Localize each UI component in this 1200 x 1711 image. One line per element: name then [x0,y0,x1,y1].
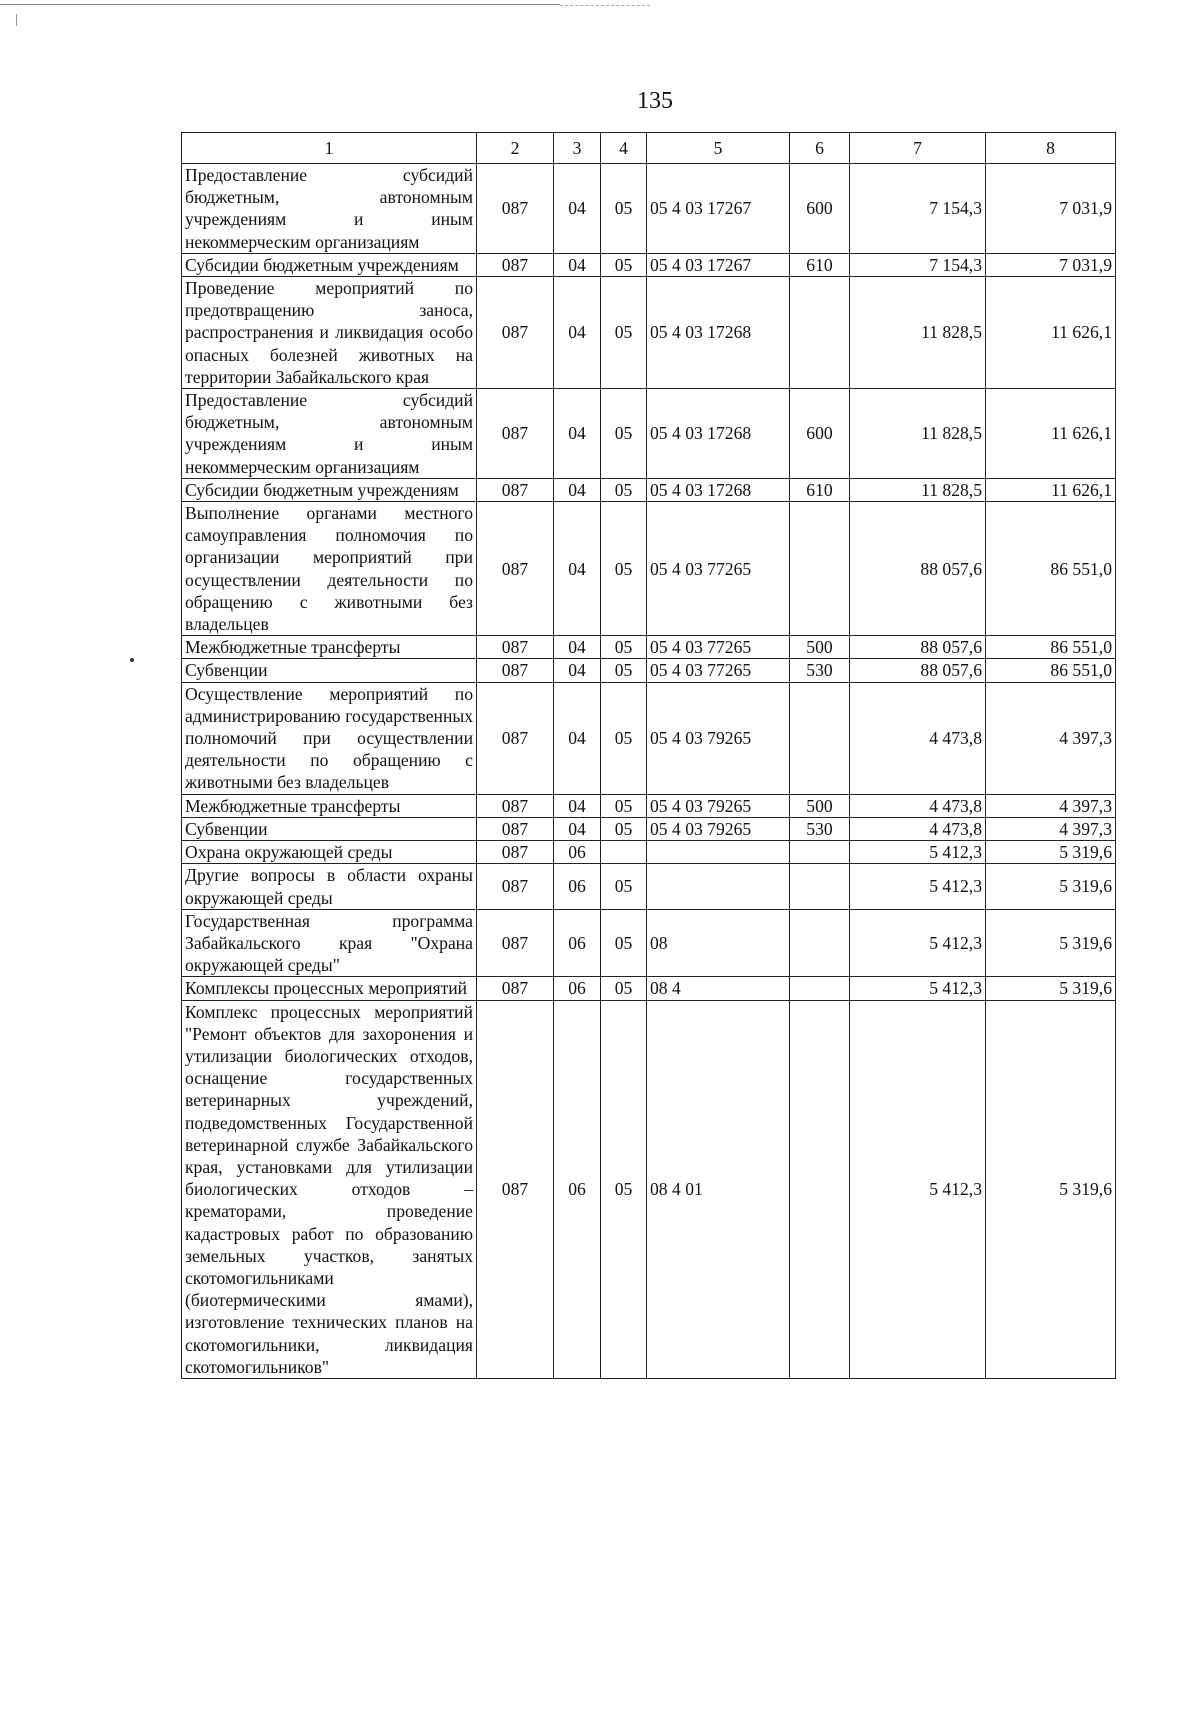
amount-year-1-cell: 11 828,5 [850,277,986,389]
amount-year-1-cell: 7 154,3 [850,253,986,276]
header-cell: 3 [554,133,601,164]
ministry-code-cell: 087 [477,636,554,659]
amount-year-2-cell: 5 319,6 [986,1000,1116,1378]
ministry-code-cell: 087 [477,502,554,636]
table-row [182,636,1116,659]
header-cell: 7 [850,133,986,164]
amount-year-2-cell: 11 626,1 [986,478,1116,501]
section-code-cell: 04 [554,253,601,276]
subsection-code-cell: 05 [601,794,647,817]
amount-year-1-cell: 4 473,8 [850,794,986,817]
expense-type-cell: 610 [790,253,850,276]
ministry-code-cell: 087 [477,817,554,840]
amount-year-1-cell: 4 473,8 [850,817,986,840]
row-name-cell: Субвенции [182,659,477,682]
ministry-code-cell: 087 [477,794,554,817]
target-article-cell: 05 4 03 17267 [647,164,790,254]
header-cell: 6 [790,133,850,164]
target-article-cell: 05 4 03 17268 [647,389,790,479]
table-row [182,164,1116,254]
amount-year-2-cell: 11 626,1 [986,389,1116,479]
subsection-code-cell [601,841,647,864]
subsection-code-cell: 05 [601,977,647,1000]
subsection-code-cell: 05 [601,389,647,479]
expense-type-cell [790,1000,850,1378]
subsection-code-cell: 05 [601,682,647,794]
row-name-cell: Предоставление субсидий бюджетным, автономным учреждениям и иным некоммерческим организациям [182,389,477,479]
target-article-cell: 05 4 03 77265 [647,659,790,682]
amount-year-2-cell: 86 551,0 [986,502,1116,636]
row-name-cell: Субсидии бюджетным учреждениям [182,253,477,276]
table-row [182,277,1116,389]
header-cell: 8 [986,133,1116,164]
header-cell: 2 [477,133,554,164]
expense-type-cell: 500 [790,794,850,817]
scan-edge-line-faint [560,5,650,6]
ministry-code-cell: 087 [477,659,554,682]
row-name-cell: Межбюджетные трансферты [182,636,477,659]
expense-type-cell [790,841,850,864]
amount-year-2-cell: 5 319,6 [986,864,1116,909]
table-row [182,909,1116,977]
subsection-code-cell: 05 [601,636,647,659]
target-article-cell: 05 4 03 77265 [647,502,790,636]
section-code-cell: 04 [554,389,601,479]
subsection-code-cell: 05 [601,864,647,909]
amount-year-2-cell: 4 397,3 [986,794,1116,817]
amount-year-1-cell: 4 473,8 [850,682,986,794]
expense-type-cell: 600 [790,164,850,254]
ministry-code-cell: 087 [477,164,554,254]
amount-year-2-cell: 86 551,0 [986,659,1116,682]
subsection-code-cell: 05 [601,478,647,501]
target-article-cell: 05 4 03 79265 [647,794,790,817]
amount-year-2-cell: 5 319,6 [986,977,1116,1000]
section-code-cell: 04 [554,659,601,682]
row-name-cell: Другие вопросы в области охраны окружающей среды [182,864,477,909]
amount-year-2-cell: 11 626,1 [986,277,1116,389]
ministry-code-cell: 087 [477,277,554,389]
table-row [182,794,1116,817]
table-row [182,977,1116,1000]
section-code-cell: 04 [554,478,601,501]
expense-type-cell: 530 [790,817,850,840]
section-code-cell: 06 [554,977,601,1000]
target-article-cell: 08 4 01 [647,1000,790,1378]
subsection-code-cell: 05 [601,502,647,636]
row-name-cell: Выполнение органами местного самоуправления полномочия по организации мероприятий при осуществлении деятельности по обращению с животными без владельцев [182,502,477,636]
amount-year-1-cell: 5 412,3 [850,841,986,864]
table-row [182,682,1116,794]
scan-edge-tick [16,14,17,26]
header-row [182,133,1116,164]
row-name-cell: Охрана окружающей среды [182,841,477,864]
subsection-code-cell: 05 [601,253,647,276]
target-article-cell: 05 4 03 17268 [647,277,790,389]
target-article-cell: 05 4 03 79265 [647,817,790,840]
target-article-cell: 08 [647,909,790,977]
budget-table [181,132,1116,1379]
amount-year-1-cell: 7 154,3 [850,164,986,254]
ministry-code-cell: 087 [477,977,554,1000]
amount-year-1-cell: 11 828,5 [850,478,986,501]
ministry-code-cell: 087 [477,682,554,794]
amount-year-1-cell: 88 057,6 [850,659,986,682]
scan-edge-line [0,4,560,5]
expense-type-cell: 500 [790,636,850,659]
table-row [182,864,1116,909]
subsection-code-cell: 05 [601,277,647,389]
header-cell: 1 [182,133,477,164]
row-name-cell: Субвенции [182,817,477,840]
target-article-cell: 05 4 03 17267 [647,253,790,276]
subsection-code-cell: 05 [601,659,647,682]
row-name-cell: Межбюджетные трансферты [182,794,477,817]
section-code-cell: 06 [554,909,601,977]
row-name-cell: Комплексы процессных мероприятий [182,977,477,1000]
table-row [182,1000,1116,1378]
section-code-cell: 04 [554,277,601,389]
row-name-cell: Проведение мероприятий по предотвращению заноса, распространения и ликвидация особо опасных болезней животных на территории Забайкальского края [182,277,477,389]
amount-year-1-cell: 5 412,3 [850,977,986,1000]
scan-speck [130,658,134,662]
amount-year-1-cell: 88 057,6 [850,636,986,659]
amount-year-2-cell: 4 397,3 [986,682,1116,794]
expense-type-cell [790,977,850,1000]
target-article-cell: 08 4 [647,977,790,1000]
section-code-cell: 04 [554,502,601,636]
expense-type-cell: 530 [790,659,850,682]
ministry-code-cell: 087 [477,1000,554,1378]
section-code-cell: 04 [554,636,601,659]
table-row [182,817,1116,840]
expense-type-cell [790,502,850,636]
row-name-cell: Предоставление субсидий бюджетным, автономным учреждениям и иным некоммерческим организациям [182,164,477,254]
expense-type-cell: 600 [790,389,850,479]
amount-year-2-cell: 5 319,6 [986,909,1116,977]
amount-year-2-cell: 7 031,9 [986,253,1116,276]
section-code-cell: 04 [554,164,601,254]
expense-type-cell: 610 [790,478,850,501]
row-name-cell: Комплекс процессных мероприятий "Ремонт объектов для захоронения и утилизации биологических отходов, оснащение государственных ветеринарных учреждений, подведомственных Государственной ветеринарной службе Забайкальского края, установками для утилизации биологических отходов – крематорами, проведение кадастровых работ по образованию земельных участков, занятых скотомогильниками (биотермическими ямами), изготовление технических планов на скотомогильники, ликвидация скотомогильников" [182,1000,477,1378]
ministry-code-cell: 087 [477,389,554,479]
table-row [182,659,1116,682]
page-number: 135 [637,88,673,114]
table-row [182,253,1116,276]
subsection-code-cell: 05 [601,909,647,977]
target-article-cell: 05 4 03 17268 [647,478,790,501]
target-article-cell: 05 4 03 77265 [647,636,790,659]
row-name-cell: Осуществление мероприятий по администрированию государственных полномочий при осуществлении деятельности по обращению с животными без владельцев [182,682,477,794]
amount-year-1-cell: 88 057,6 [850,502,986,636]
amount-year-2-cell: 5 319,6 [986,841,1116,864]
table-row [182,478,1116,501]
amount-year-2-cell: 86 551,0 [986,636,1116,659]
section-code-cell: 04 [554,794,601,817]
expense-type-cell [790,864,850,909]
section-code-cell: 06 [554,864,601,909]
target-article-cell [647,864,790,909]
amount-year-2-cell: 4 397,3 [986,817,1116,840]
table-row [182,389,1116,479]
expense-type-cell [790,277,850,389]
subsection-code-cell: 05 [601,1000,647,1378]
ministry-code-cell: 087 [477,478,554,501]
expense-type-cell [790,682,850,794]
amount-year-1-cell: 5 412,3 [850,909,986,977]
amount-year-1-cell: 5 412,3 [850,864,986,909]
section-code-cell: 06 [554,841,601,864]
subsection-code-cell: 05 [601,817,647,840]
ministry-code-cell: 087 [477,253,554,276]
target-article-cell: 05 4 03 79265 [647,682,790,794]
target-article-cell [647,841,790,864]
amount-year-1-cell: 11 828,5 [850,389,986,479]
section-code-cell: 04 [554,817,601,840]
header-cell: 4 [601,133,647,164]
table-row [182,841,1116,864]
header-cell: 5 [647,133,790,164]
amount-year-2-cell: 7 031,9 [986,164,1116,254]
table-row [182,502,1116,636]
amount-year-1-cell: 5 412,3 [850,1000,986,1378]
expense-type-cell [790,909,850,977]
subsection-code-cell: 05 [601,164,647,254]
ministry-code-cell: 087 [477,909,554,977]
ministry-code-cell: 087 [477,841,554,864]
ministry-code-cell: 087 [477,864,554,909]
section-code-cell: 04 [554,682,601,794]
row-name-cell: Субсидии бюджетным учреждениям [182,478,477,501]
row-name-cell: Государственная программа Забайкальского края "Охрана окружающей среды" [182,909,477,977]
section-code-cell: 06 [554,1000,601,1378]
